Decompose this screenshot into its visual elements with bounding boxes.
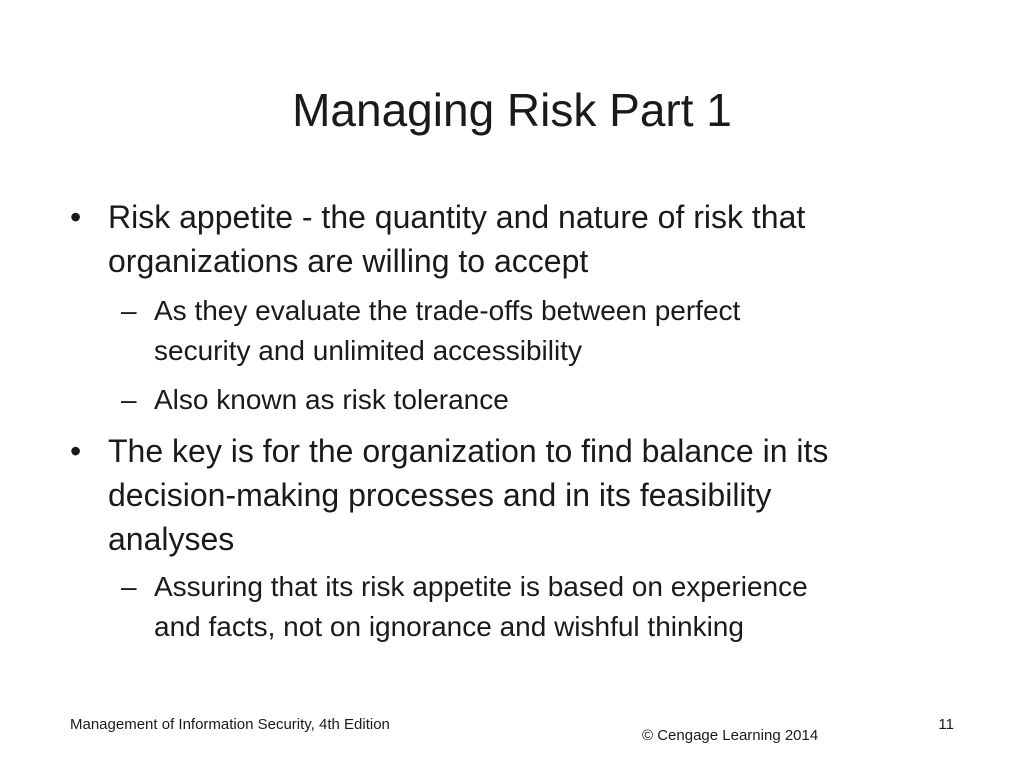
bullet-text-line: analyses (108, 521, 235, 557)
sub-bullet-text-line: Assuring that its risk appetite is based on experience (154, 571, 808, 602)
bullet-text-line: The key is for the organization to find balance in its (108, 433, 829, 469)
footer-copyright: © Cengage Learning 2014 (642, 727, 819, 744)
sub-bullet-marker: – (121, 571, 137, 602)
sub-bullet-text (154, 380, 974, 420)
sub-bullet-text-line: and facts, not on ignorance and wishful thinking (154, 611, 744, 642)
bullet-text (108, 429, 958, 561)
footer-page-number: 11 (938, 716, 954, 733)
bullet-text-line: decision-making processes and in its feasibility (108, 477, 772, 513)
footer-book-title: Management of Information Security, 4th Edition (70, 716, 390, 733)
bullet-marker: • (70, 433, 82, 469)
sub-bullet-text-line: security and unlimited accessibility (154, 335, 582, 366)
slide-title: Managing Risk Part 1 (292, 84, 732, 136)
sub-bullet-marker: – (121, 295, 137, 326)
bullet-text-line: Risk appetite - the quantity and nature of risk that (108, 199, 806, 235)
sub-bullet-text-line: As they evaluate the trade-offs between perfect (154, 295, 741, 326)
sub-bullet-text-line: Also known as risk tolerance (154, 384, 509, 415)
sub-bullet-marker: – (121, 384, 137, 415)
bullet-text (108, 195, 958, 283)
bullet-text-line: organizations are willing to accept (108, 243, 589, 279)
sub-bullet-text (154, 567, 974, 647)
bullet-marker: • (70, 199, 82, 235)
sub-bullet-text (154, 291, 974, 371)
